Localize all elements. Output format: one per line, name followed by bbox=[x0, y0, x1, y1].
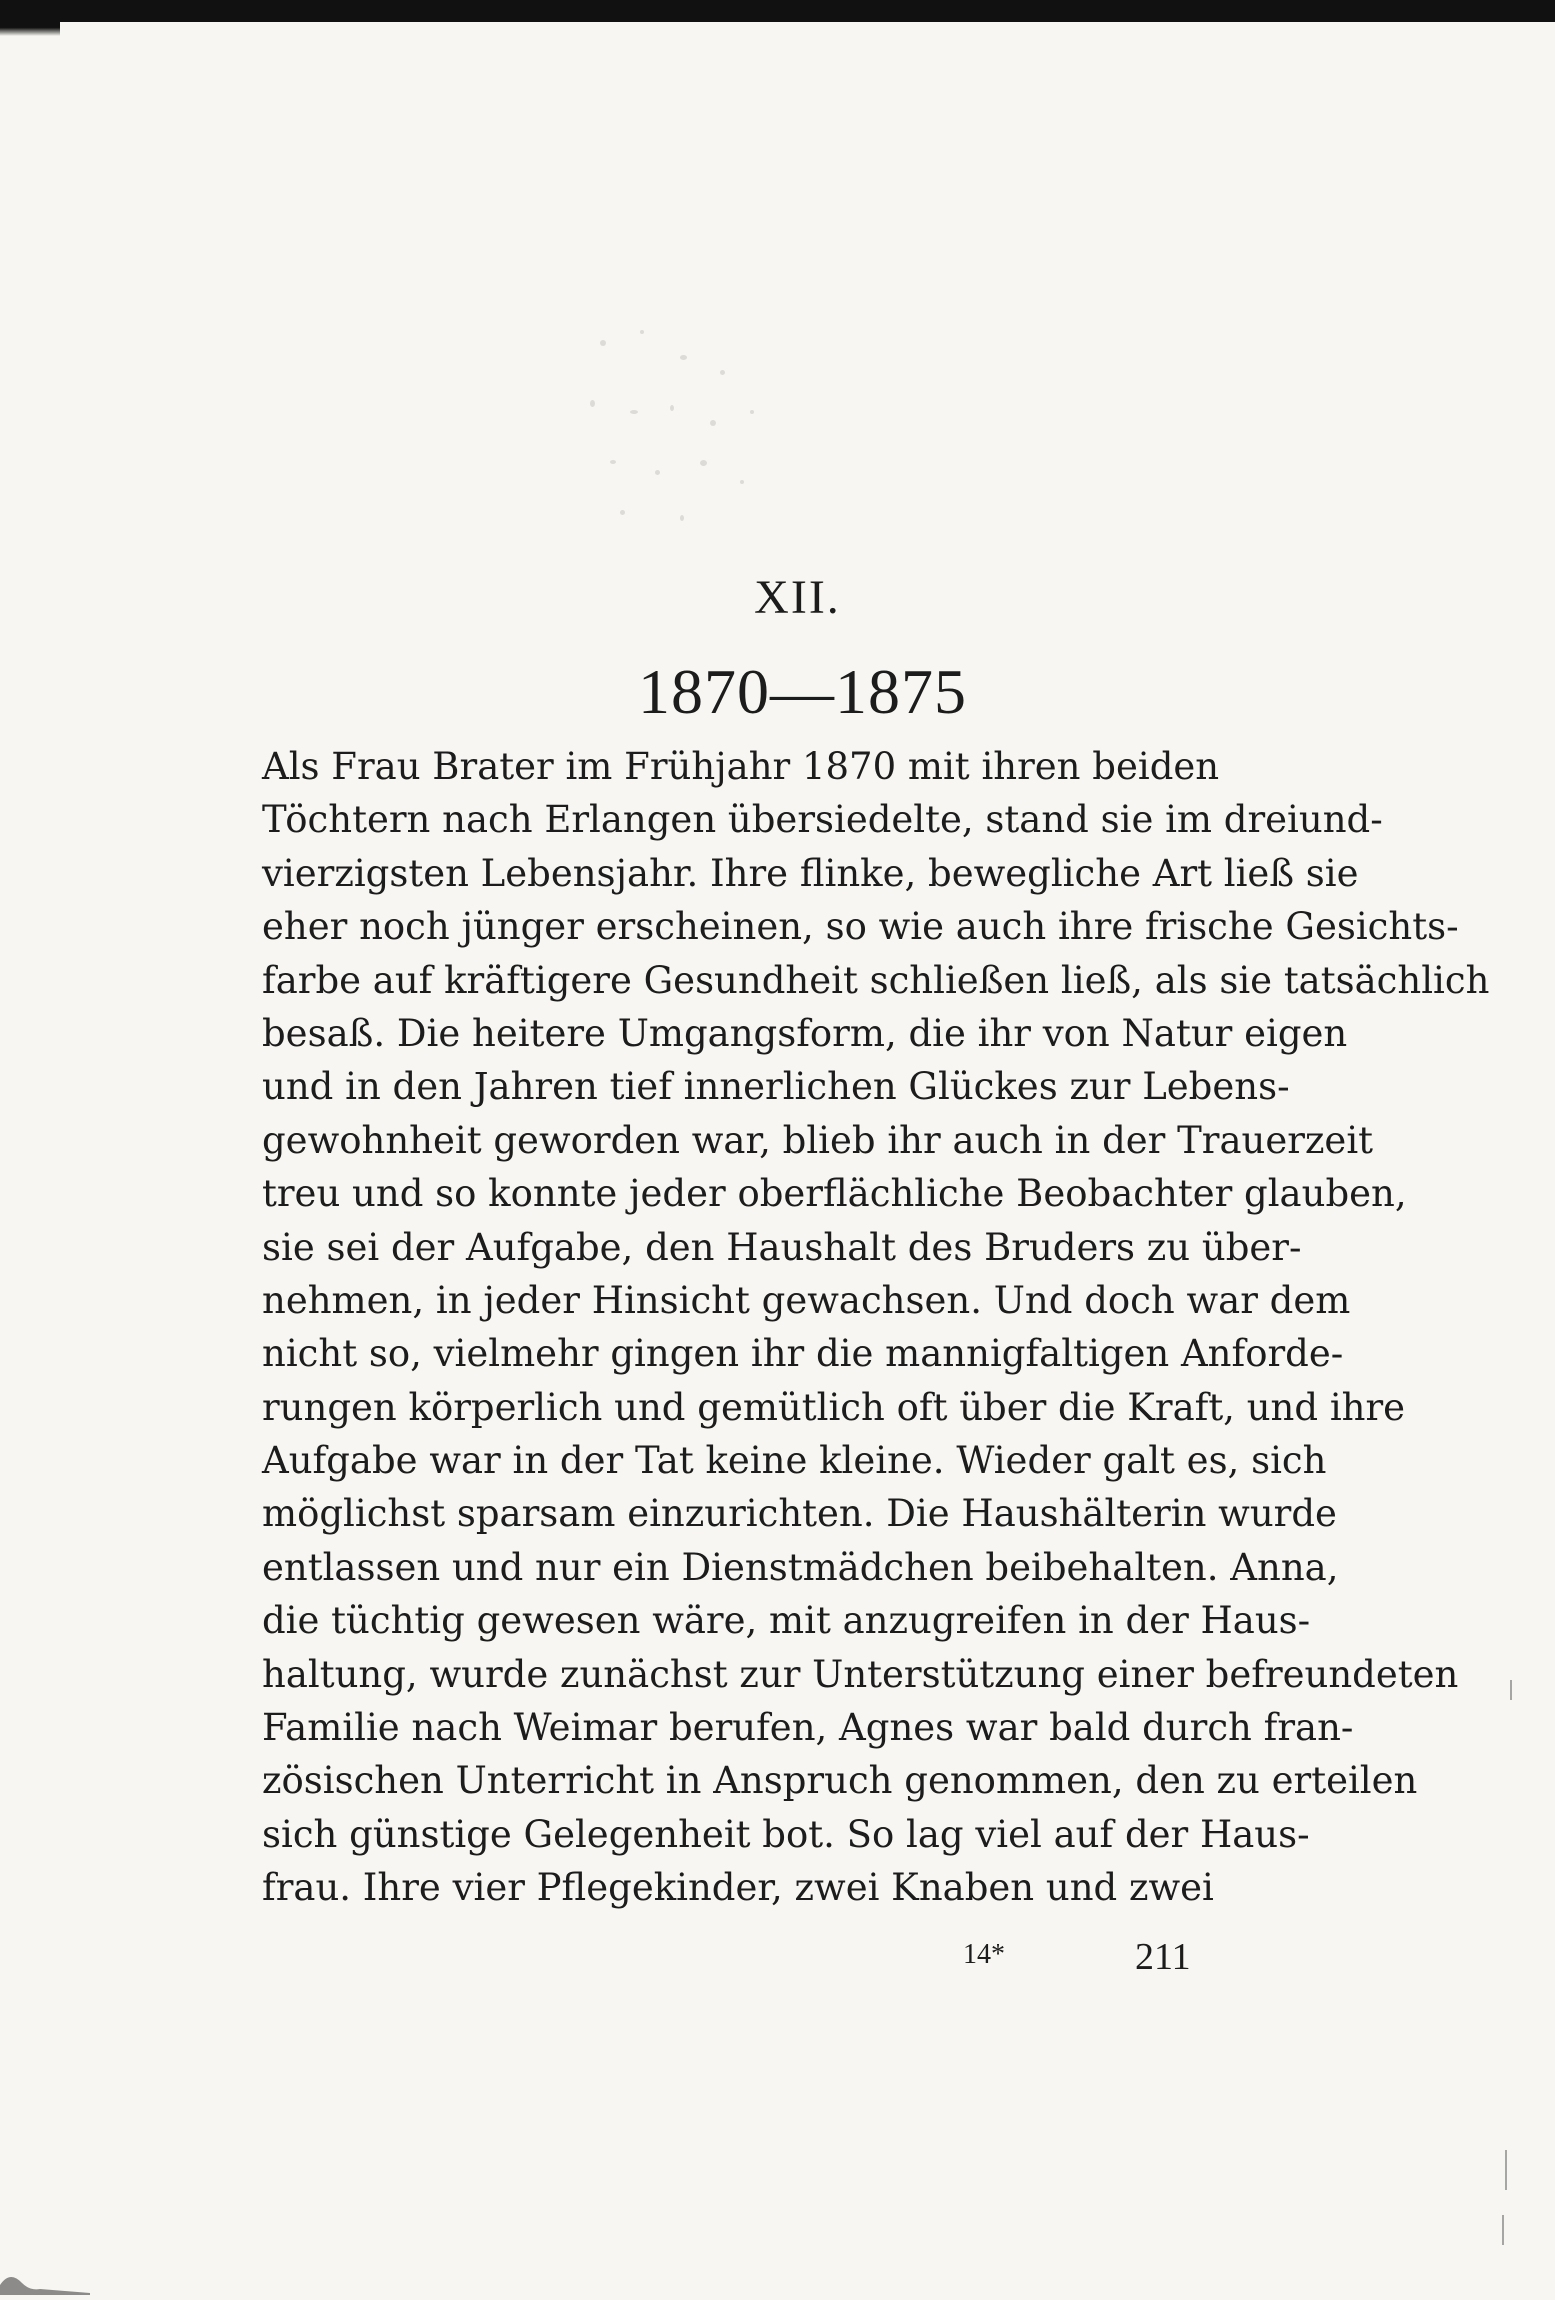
scan-corner-smudge bbox=[0, 2265, 90, 2300]
chapter-number: XII. bbox=[754, 571, 841, 624]
chapter-years: 1870—1875 bbox=[638, 656, 967, 727]
body-line: und in den Jahren tief innerlichen Glückes zur Lebens- bbox=[262, 1065, 1290, 1109]
body-line: zösischen Unterricht in Anspruch genommen, den zu erteilen bbox=[262, 1759, 1418, 1803]
body-line: vierzigsten Lebensjahr. Ihre flinke, bewegliche Art ließ sie bbox=[262, 851, 1359, 895]
body-line: Töchtern nach Erlangen übersiedelte, stand sie im dreiund- bbox=[262, 798, 1383, 842]
body-line: die tüchtig gewesen wäre, mit anzugreifen in der Haus- bbox=[262, 1599, 1311, 1643]
body-line: sich günstige Gelegenheit bot. So lag viel auf der Haus- bbox=[262, 1812, 1310, 1856]
margin-mark bbox=[1510, 1680, 1512, 1700]
body-line: treu und so konnte jeder oberflächliche Beobachter glauben, bbox=[262, 1172, 1407, 1216]
signature-mark: 14* bbox=[963, 1939, 1005, 1970]
body-line: frau. Ihre vier Pflegekinder, zwei Knaben und zwei bbox=[262, 1866, 1214, 1910]
chapter-body bbox=[262, 740, 1490, 1915]
body-line: Als Frau Brater im Frühjahr 1870 mit ihren beiden bbox=[262, 745, 1220, 788]
faded-library-stamp bbox=[560, 310, 790, 540]
body-line: möglichst sparsam einzurichten. Die Haushälterin wurde bbox=[262, 1492, 1337, 1536]
body-line: nicht so, vielmehr gingen ihr die mannigfaltigen Anforde- bbox=[262, 1332, 1344, 1376]
body-line: sie sei der Aufgabe, den Haushalt des Bruders zu über- bbox=[262, 1225, 1302, 1269]
body-line: besaß. Die heitere Umgangsform, die ihr von Natur eigen bbox=[262, 1011, 1348, 1055]
body-line: farbe auf kräftigere Gesundheit schließen ließ, als sie tatsächlich bbox=[262, 958, 1490, 1002]
body-line: entlassen und nur ein Dienstmädchen beibehalten. Anna, bbox=[262, 1545, 1339, 1589]
page-number: 211 bbox=[1135, 1936, 1191, 1978]
body-line: eher noch jünger erscheinen, so wie auch ihre frische Gesichts- bbox=[262, 905, 1459, 949]
scan-top-edge bbox=[0, 0, 1555, 22]
body-line: nehmen, in jeder Hinsicht gewachsen. Und doch war dem bbox=[262, 1278, 1351, 1322]
margin-mark bbox=[1505, 2150, 1507, 2190]
body-line: rungen körperlich und gemütlich oft über die Kraft, und ihre bbox=[262, 1385, 1406, 1429]
page-footer bbox=[0, 1935, 1555, 1995]
body-line: Aufgabe war in der Tat keine kleine. Wieder galt es, sich bbox=[262, 1439, 1327, 1483]
margin-mark bbox=[1502, 2215, 1504, 2245]
body-line: haltung, wurde zunächst zur Unterstützung einer befreundeten bbox=[262, 1652, 1459, 1696]
body-line: Familie nach Weimar berufen, Agnes war bald durch fran- bbox=[262, 1706, 1354, 1750]
body-line: gewohnheit geworden war, blieb ihr auch in der Trauerzeit bbox=[262, 1118, 1374, 1162]
